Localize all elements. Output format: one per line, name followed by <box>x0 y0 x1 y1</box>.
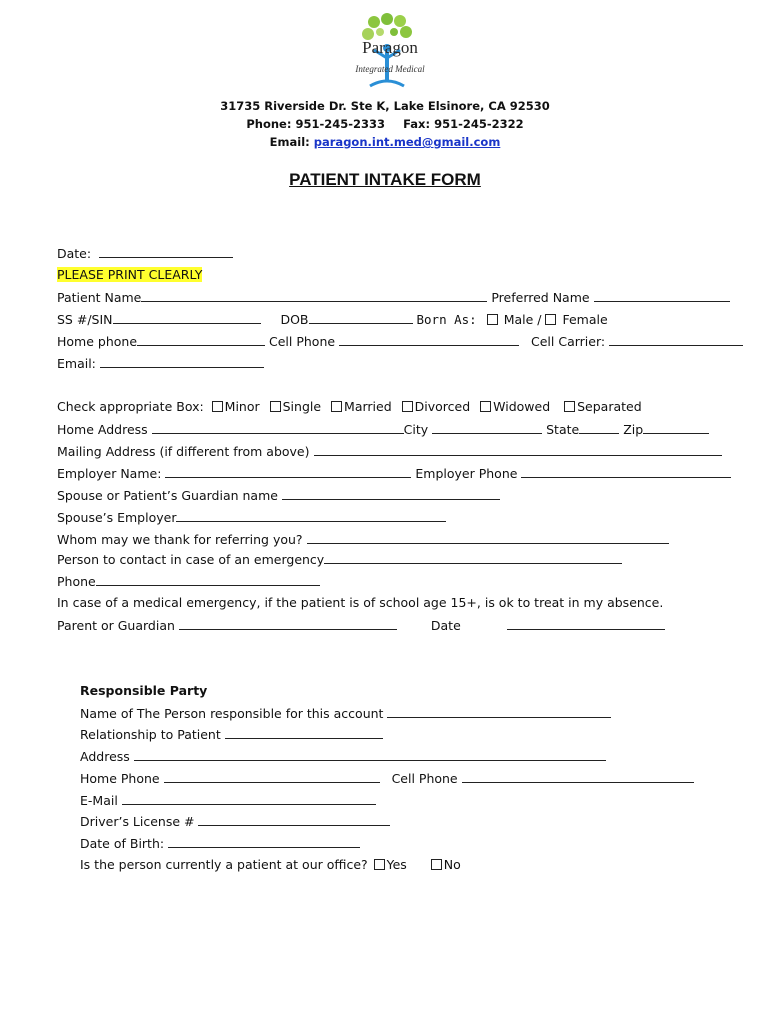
rp-current-patient-label: Is the person currently a patient at our office? <box>80 857 368 872</box>
rp-address-row <box>80 747 606 766</box>
date-label: Date: <box>57 246 92 261</box>
guardian-name-field[interactable] <box>282 486 500 500</box>
state-field[interactable] <box>579 420 619 434</box>
spouse-employer-label: Spouse’s Employer <box>57 510 177 525</box>
mailing-address-field[interactable] <box>314 442 722 456</box>
form-title: PATIENT INTAKE FORM <box>289 170 481 189</box>
fax-label: Fax: <box>403 117 431 131</box>
clinic-address: 31735 Riverside Dr. Ste K, Lake Elsinore, CA 92530 <box>220 99 550 113</box>
preferred-name-label: Preferred Name <box>491 290 590 305</box>
responsible-party-heading: Responsible Party <box>80 683 208 698</box>
spouse-employer-field[interactable] <box>176 508 446 522</box>
rp-dob-field[interactable] <box>168 834 360 848</box>
ssn-field[interactable] <box>113 310 261 324</box>
ssn-dob-row <box>57 310 608 329</box>
email-label: Email: <box>269 135 310 149</box>
spouse-employer-row <box>57 508 446 527</box>
rp-home-phone-label: Home Phone <box>80 771 160 786</box>
rp-address-field[interactable] <box>134 747 606 761</box>
rp-relationship-row <box>80 725 383 744</box>
emergency-contact-label: Person to contact in case of an emergency <box>57 552 325 567</box>
fax-value: 951-245-2322 <box>434 117 524 131</box>
rp-email-field[interactable] <box>122 791 376 805</box>
clinic-phone-fax <box>0 117 770 131</box>
consent-text: In case of a medical emergency, if the patient is of school age 15+, is ok to treat in my absence. <box>57 595 664 610</box>
parent-guardian-label: Parent or Guardian <box>57 618 175 633</box>
employer-name-field[interactable] <box>165 464 411 478</box>
separated-checkbox[interactable] <box>564 401 575 412</box>
preferred-name-field[interactable] <box>594 288 730 302</box>
rp-cell-phone-field[interactable] <box>462 769 694 783</box>
employer-phone-field[interactable] <box>521 464 731 478</box>
rp-name-field[interactable] <box>387 704 611 718</box>
married-checkbox[interactable] <box>331 401 342 412</box>
ssn-label: SS #/SIN <box>57 312 113 327</box>
rp-home-phone-field[interactable] <box>164 769 380 783</box>
city-label: City <box>403 422 429 437</box>
referral-field[interactable] <box>307 530 669 544</box>
clinic-logo <box>340 12 440 94</box>
date-row <box>57 244 233 263</box>
check-box-label: Check appropriate Box: <box>57 399 204 414</box>
home-phone-label: Home phone <box>57 334 138 349</box>
rp-address-label: Address <box>80 749 130 764</box>
phone-value: 951-245-2333 <box>295 117 386 131</box>
female-label: Female <box>562 312 608 327</box>
emergency-phone-label: Phone <box>57 574 96 589</box>
born-as-label: Born As: <box>416 312 477 327</box>
state-label: State <box>546 422 580 437</box>
patient-name-field[interactable] <box>141 288 487 302</box>
consent-row <box>57 594 663 612</box>
emergency-phone-field[interactable] <box>96 572 320 586</box>
home-phone-field[interactable] <box>137 332 265 346</box>
city-field[interactable] <box>432 420 542 434</box>
status-divorced: Divorced <box>414 399 471 414</box>
logo-name: Paragon <box>362 38 418 57</box>
rp-cell-phone-label: Cell Phone <box>391 771 458 786</box>
status-minor: Minor <box>224 399 260 414</box>
date-field[interactable] <box>99 244 233 258</box>
zip-field[interactable] <box>643 420 709 434</box>
email-row <box>57 354 264 373</box>
patient-name-row <box>57 288 730 307</box>
rp-phone-row <box>80 769 694 788</box>
rp-license-label: Driver’s License # <box>80 814 195 829</box>
cell-carrier-label: Cell Carrier: <box>531 334 606 349</box>
status-row <box>57 398 642 416</box>
no-label: No <box>443 857 461 872</box>
status-separated: Separated <box>577 399 642 414</box>
employer-row <box>57 464 731 483</box>
email-link[interactable]: paragon.int.med@gmail.com <box>313 135 501 149</box>
phone-label: Phone: <box>246 117 292 131</box>
yes-label: Yes <box>386 857 407 872</box>
emergency-contact-field[interactable] <box>324 550 622 564</box>
male-checkbox[interactable] <box>487 314 498 325</box>
no-checkbox[interactable] <box>431 859 442 870</box>
widowed-checkbox[interactable] <box>480 401 491 412</box>
cell-phone-field[interactable] <box>339 332 519 346</box>
yes-checkbox[interactable] <box>374 859 385 870</box>
patient-email-label: Email: <box>57 356 96 371</box>
home-address-field[interactable] <box>152 420 404 434</box>
print-notice-row <box>57 266 202 284</box>
clinic-email <box>0 135 770 149</box>
guardian-name-row <box>57 486 500 505</box>
status-single: Single <box>282 399 322 414</box>
emergency-contact-row <box>57 550 622 569</box>
status-married: Married <box>344 399 392 414</box>
guardian-signature-row <box>57 616 665 635</box>
rp-relationship-label: Relationship to Patient <box>80 727 221 742</box>
rp-name-row <box>80 704 611 723</box>
phone-row <box>57 332 743 351</box>
referral-label: Whom may we thank for referring you? <box>57 532 303 547</box>
patient-name-label: Patient Name <box>57 290 142 305</box>
logo-subtitle: Integrated Medical <box>355 64 425 74</box>
mailing-address-row <box>57 442 722 461</box>
employer-name-label: Employer Name: <box>57 466 162 481</box>
rp-current-patient-row <box>80 856 461 874</box>
parent-guardian-field[interactable] <box>179 616 397 630</box>
rp-dob-label: Date of Birth: <box>80 836 165 851</box>
emergency-phone-row <box>57 572 320 591</box>
rp-email-label: E-Mail <box>80 793 118 808</box>
home-address-label: Home Address <box>57 422 148 437</box>
zip-label: Zip <box>623 422 644 437</box>
employer-phone-label: Employer Phone <box>415 466 518 481</box>
referral-row <box>57 530 669 549</box>
cell-phone-label: Cell Phone <box>269 334 336 349</box>
mailing-address-label: Mailing Address (if different from above) <box>57 444 310 459</box>
dob-field[interactable] <box>309 310 413 324</box>
rp-email-row <box>80 791 376 810</box>
rp-name-label: Name of The Person responsible for this account <box>80 706 384 721</box>
female-checkbox[interactable] <box>545 314 556 325</box>
patient-email-field[interactable] <box>100 354 264 368</box>
rp-relationship-field[interactable] <box>225 725 383 739</box>
minor-checkbox[interactable] <box>212 401 223 412</box>
rp-license-row <box>80 812 390 831</box>
cell-carrier-field[interactable] <box>609 332 743 346</box>
guardian-date-field[interactable] <box>507 616 665 630</box>
guardian-name-label: Spouse or Patient’s Guardian name <box>57 488 278 503</box>
rp-dob-row <box>80 834 360 853</box>
male-label: Male / <box>503 312 542 327</box>
print-notice: PLEASE PRINT CLEARLY <box>57 267 203 282</box>
rp-license-field[interactable] <box>198 812 390 826</box>
home-address-row <box>57 420 709 439</box>
dob-label: DOB <box>280 312 309 327</box>
single-checkbox[interactable] <box>270 401 281 412</box>
status-widowed: Widowed <box>493 399 551 414</box>
guardian-date-label: Date <box>430 618 461 633</box>
divorced-checkbox[interactable] <box>402 401 413 412</box>
